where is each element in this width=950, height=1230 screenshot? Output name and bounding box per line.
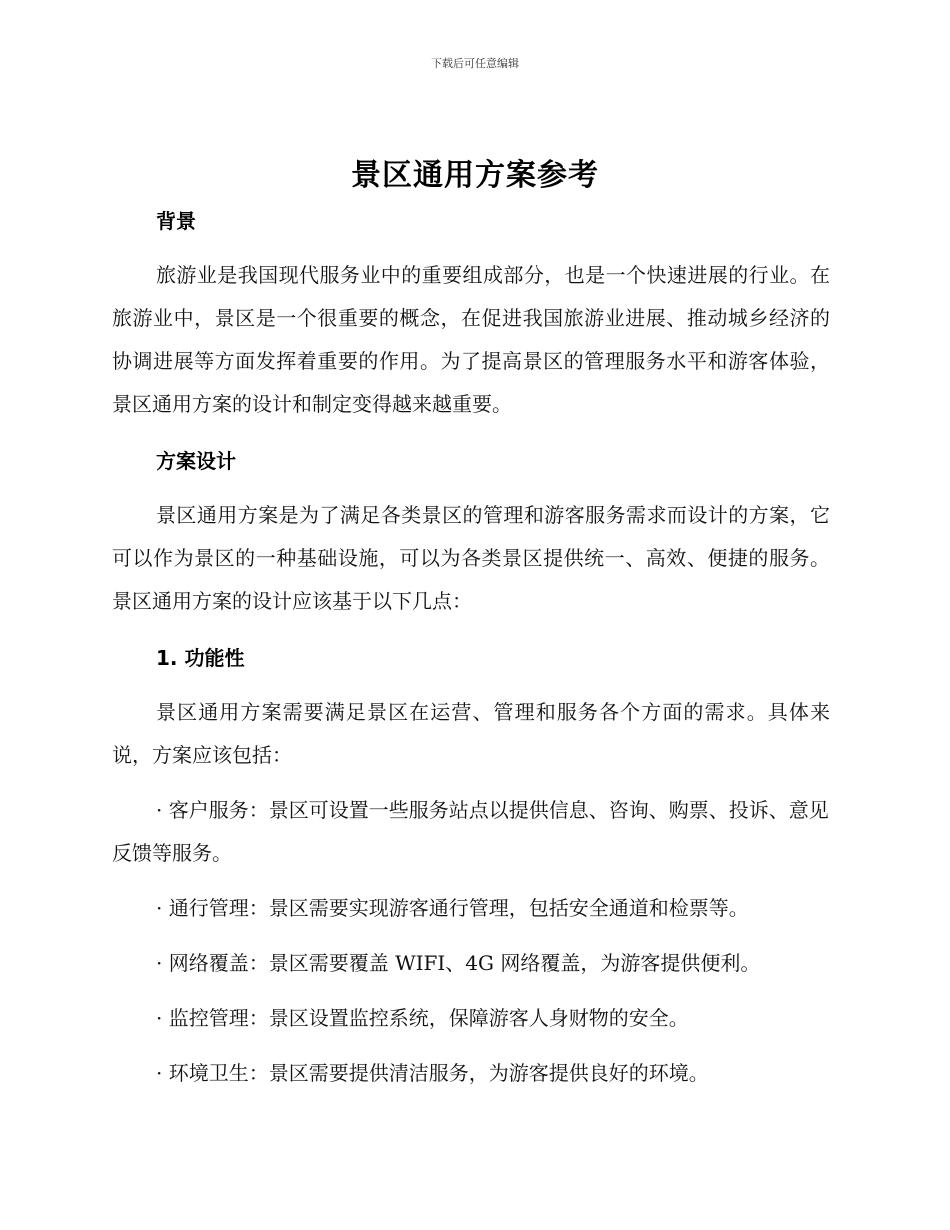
bullet-sanitation: · 环境卫生：景区需要提供清洁服务，为游客提供良好的环境。 — [156, 1061, 709, 1085]
bullet-customer-service: · 客户服务：景区可设置一些服务站点以提供信息、咨询、购票、投诉、意见反馈等服务。 — [112, 798, 829, 865]
bullet-access-management: · 通行管理：景区需要实现游客通行管理，包括安全通道和检票等。 — [156, 896, 749, 920]
design-paragraph: 景区通用方案是为了满足各类景区的管理和游客服务需求而设计的方案，它可以作为景区的一种基础设施，可以为各类景区提供统一、高效、便捷的服务。景区通用方案的设计应该基于以下几点： — [112, 503, 830, 613]
bullet-monitoring: · 监控管理：景区设置监控系统，保障游客人身财物的安全。 — [156, 1006, 689, 1030]
functionality-paragraph: 景区通用方案需要满足景区在运营、管理和服务各个方面的需求。具体来说，方案应该包括： — [112, 700, 830, 767]
bullet-network-coverage: · 网络覆盖：景区需要覆盖 WIFI、4G 网络覆盖，为游客提供便利。 — [156, 951, 761, 975]
document-body — [112, 200, 830, 1095]
document-title: 景区通用方案参考 — [351, 158, 599, 193]
page-header-note: 下载后可任意编辑 — [431, 57, 519, 70]
background-paragraph: 旅游业是我国现代服务业中的重要组成部分，也是一个快速进展的行业。在旅游业中，景区是一个很重要的概念，在促进我国旅游业进展、推动城乡经济的协调进展等方面发挥着重要的作用。为了提高景区的管理服务水平和游客体验，景区通用方案的设计和制定变得越来越重要。 — [112, 263, 830, 416]
section-heading-background: 背景 — [156, 209, 196, 233]
section-heading-design: 方案设计 — [156, 449, 236, 473]
section-heading-functionality: 1. 功能性 — [156, 646, 245, 670]
